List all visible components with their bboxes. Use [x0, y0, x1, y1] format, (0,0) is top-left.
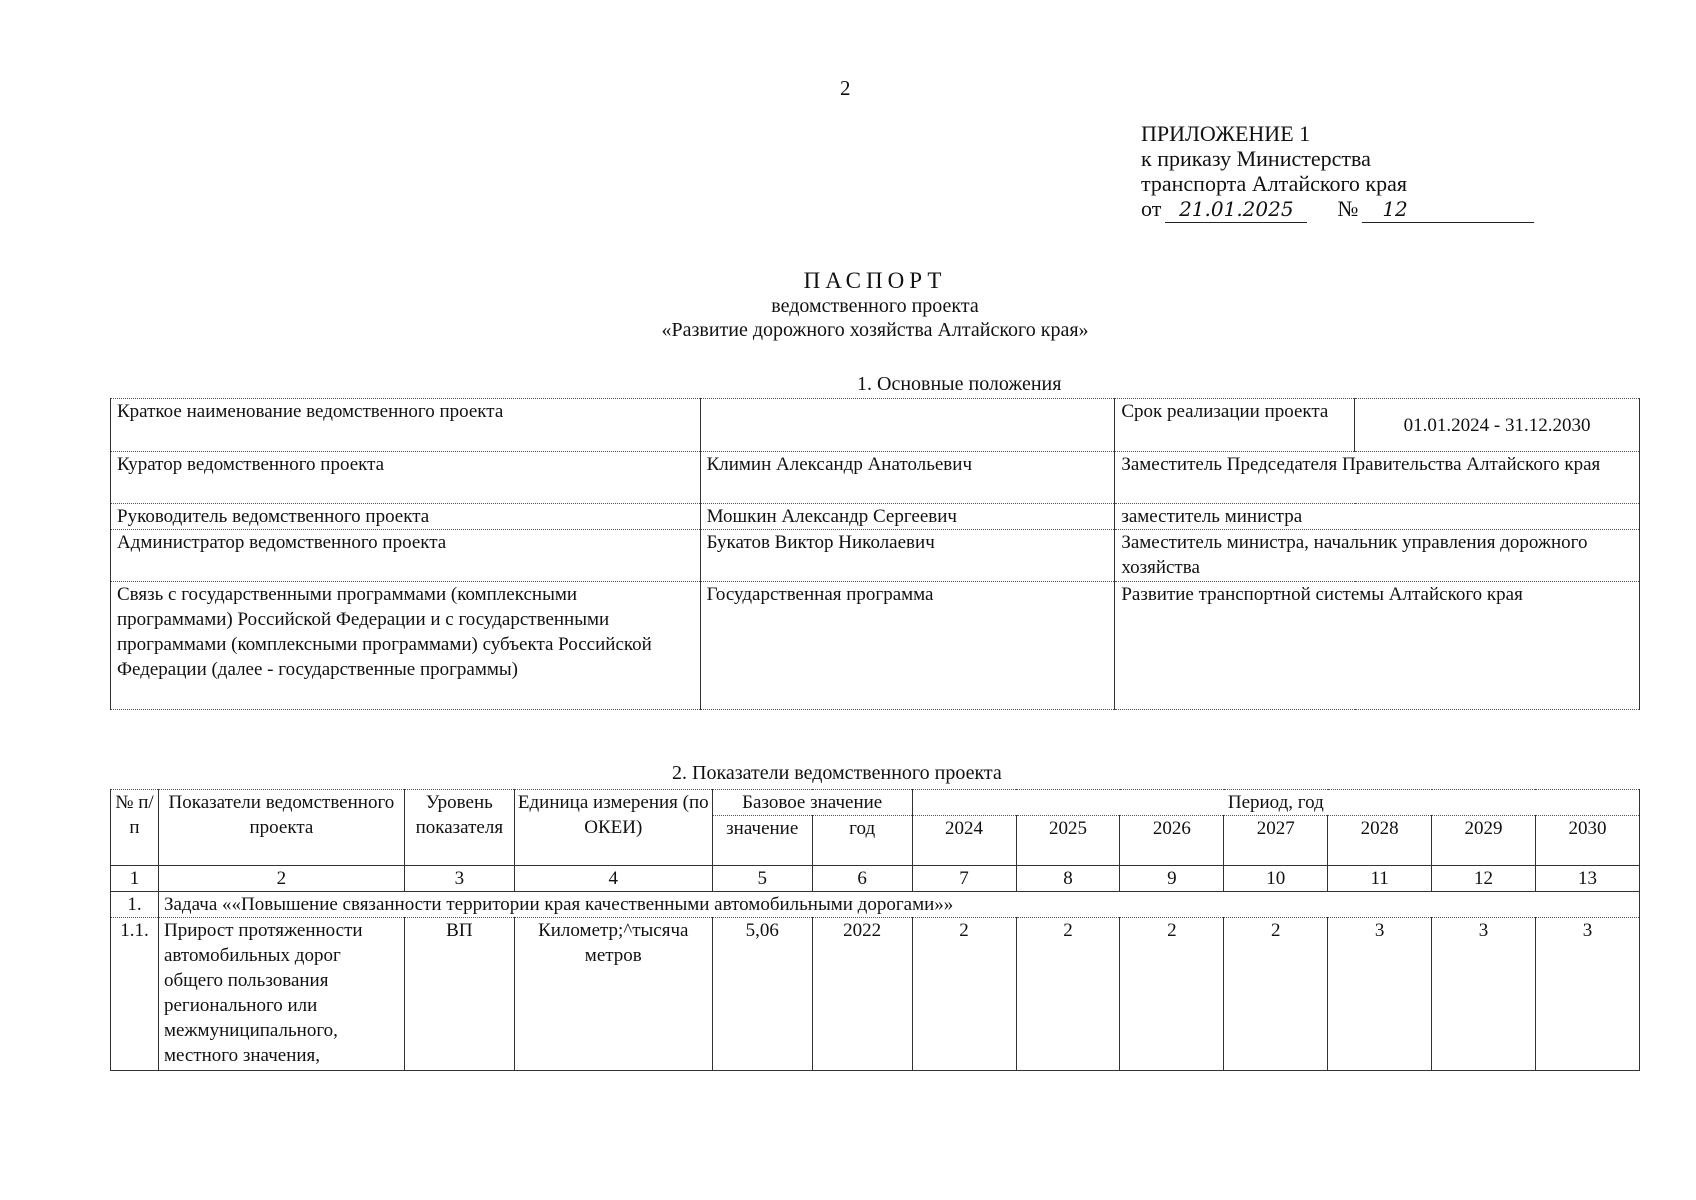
column-number: 13 [1535, 866, 1639, 892]
header-base-value: значение [712, 816, 812, 866]
short-name-value [700, 399, 1115, 452]
row-base-value: 5,06 [712, 918, 812, 1071]
header-year: 2026 [1120, 816, 1224, 866]
admin-position: Заместитель министра, начальник управления дорожного хозяйства [1115, 530, 1640, 582]
table-row [111, 530, 1640, 582]
task-text: Задача ««Повышение связанности территории края качественными автомобильными дорогами»» [158, 892, 1639, 918]
column-number: 10 [1224, 866, 1328, 892]
header-year: 2029 [1432, 816, 1536, 866]
curator-name: Климин Александр Анатольевич [700, 452, 1115, 504]
row-value: 2 [912, 918, 1016, 1071]
column-number: 6 [812, 866, 912, 892]
row-value: 3 [1535, 918, 1639, 1071]
header-period: Период, год [912, 790, 1639, 816]
section-title-indicators: 2. Показатели ведомственного проекта [672, 762, 1002, 784]
page-number: 2 [840, 76, 851, 100]
row-indicator: Прирост протяженности автомобильных дорог общего пользования регионального или межмуниципального, местного значения, [158, 918, 404, 1071]
row-level: ВП [404, 918, 514, 1071]
project-name: «Развитие дорожного хозяйства Алтайского края» [661, 319, 1089, 341]
table-row [111, 452, 1640, 504]
table-row [111, 399, 1640, 452]
header-base-year: год [812, 816, 912, 866]
header-year: 2027 [1224, 816, 1328, 866]
column-numbers-row [111, 866, 1640, 892]
column-number: 7 [912, 866, 1016, 892]
table-row [111, 582, 1640, 710]
row-value: 2 [1224, 918, 1328, 1071]
head-name: Мошкин Александр Сергеевич [700, 504, 1115, 530]
row-unit: Километр;^тысяча метров [514, 918, 712, 1071]
row-value: 2 [1016, 918, 1120, 1071]
program-link-value: Развитие транспортной системы Алтайского края [1115, 582, 1640, 710]
admin-label: Администратор ведомственного проекта [111, 530, 701, 582]
header-year: 2030 [1535, 816, 1639, 866]
date-prefix: от [1141, 196, 1162, 221]
row-base-year: 2022 [812, 918, 912, 1071]
header-indicator: Показатели ведомственного проекта [158, 790, 404, 866]
header-year: 2028 [1328, 816, 1432, 866]
appendix-line: к приказу Министерства [1141, 146, 1371, 171]
column-number: 2 [158, 866, 404, 892]
document-title: ПАСПОРТ [803, 268, 947, 293]
row-num: 1.1. [111, 918, 159, 1071]
curator-label: Куратор ведомственного проекта [111, 452, 701, 504]
program-link-type: Государственная программа [700, 582, 1115, 710]
section-title-main-provisions: 1. Основные положения [857, 373, 1062, 395]
header-unit: Единица измерения (по ОКЕИ) [514, 790, 712, 866]
column-number: 4 [514, 866, 712, 892]
header-year: 2024 [912, 816, 1016, 866]
period-value: 01.01.2024 - 31.12.2030 [1355, 399, 1640, 452]
task-row [111, 892, 1640, 918]
header-year: 2025 [1016, 816, 1120, 866]
column-number: 1 [111, 866, 159, 892]
program-link-label: Связь с государственными программами (комплексными программами) Российской Федерации и с государственными программами (комплексными программами) субъекта Российской Федерации (далее - государственные программы) [111, 582, 701, 710]
table-row [111, 504, 1640, 530]
column-number: 3 [404, 866, 514, 892]
row-value: 3 [1432, 918, 1536, 1071]
table-row [111, 918, 1640, 1071]
row-value: 2 [1120, 918, 1224, 1071]
column-number: 9 [1120, 866, 1224, 892]
appendix-line: транспорта Алтайского края [1141, 171, 1407, 196]
handwritten-date: 21.01.2025 [1165, 197, 1307, 223]
handwritten-number: 12 [1362, 197, 1534, 223]
column-number: 5 [712, 866, 812, 892]
period-label: Срок реализации проекта [1115, 399, 1355, 452]
header-level: Уровень показателя [404, 790, 514, 866]
column-number: 12 [1432, 866, 1536, 892]
column-number: 11 [1328, 866, 1432, 892]
admin-name: Букатов Виктор Николаевич [700, 530, 1115, 582]
number-label: № [1337, 196, 1359, 221]
column-number: 8 [1016, 866, 1120, 892]
appendix-title: ПРИЛОЖЕНИЕ 1 [1141, 121, 1311, 146]
table-header-row [111, 790, 1640, 816]
appendix-block [1141, 121, 1534, 223]
header-base: Базовое значение [712, 790, 912, 816]
order-date-line [1141, 196, 1534, 223]
curator-position: Заместитель Председателя Правительства Алтайского края [1115, 452, 1640, 504]
main-provisions-table [110, 398, 1640, 710]
short-name-label: Краткое наименование ведомственного проекта [111, 399, 701, 452]
header-num: № п/п [111, 790, 159, 866]
task-num: 1. [111, 892, 159, 918]
document-subtitle: ведомственного проекта [771, 295, 979, 317]
head-label: Руководитель ведомственного проекта [111, 504, 701, 530]
indicators-table [110, 789, 1640, 1071]
row-value: 3 [1328, 918, 1432, 1071]
head-position: заместитель министра [1115, 504, 1640, 530]
